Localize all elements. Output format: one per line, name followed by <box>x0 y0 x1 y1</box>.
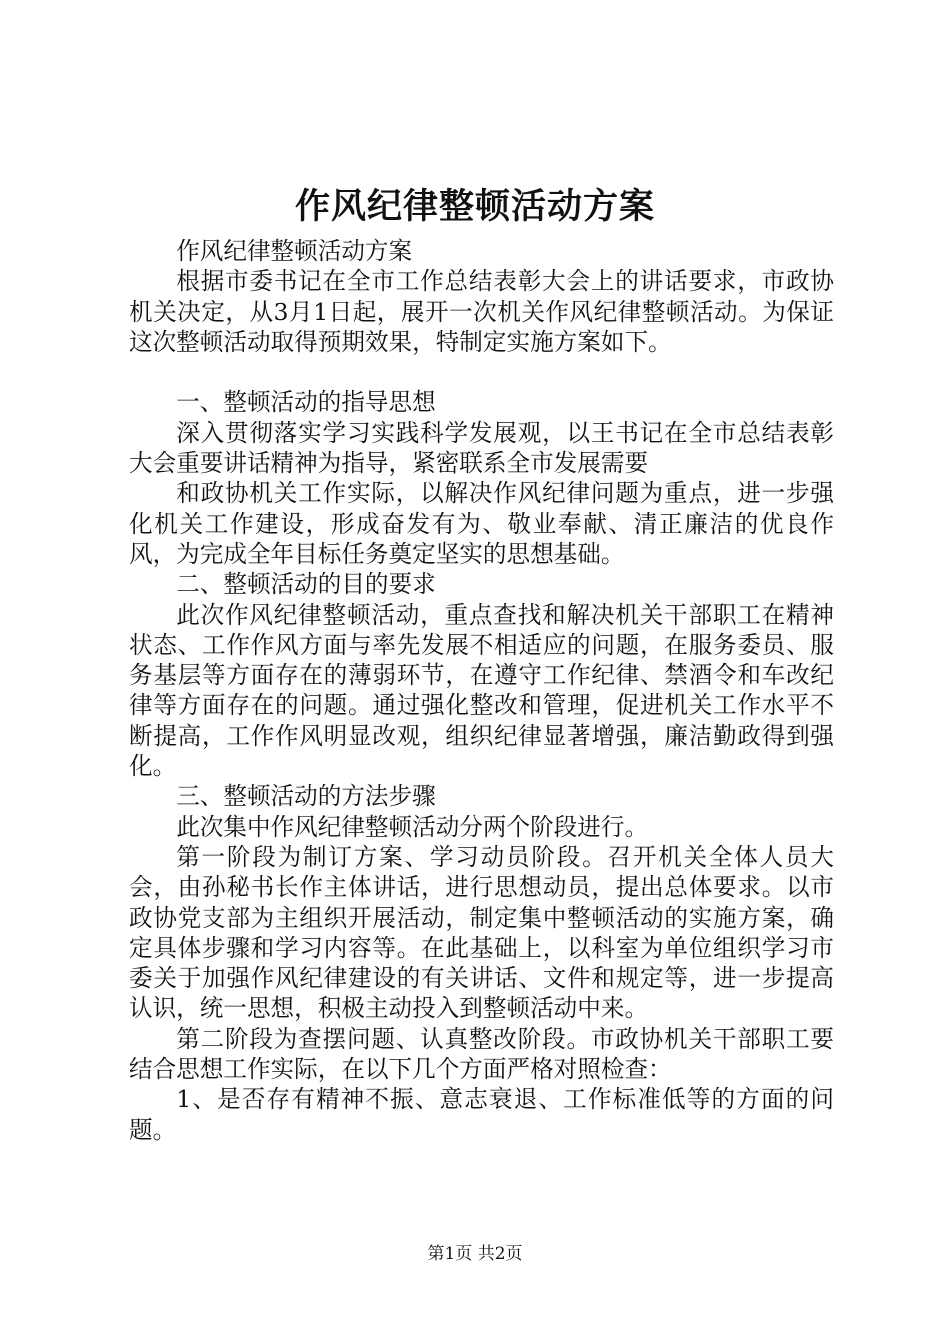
paragraph: 此次集中作风纪律整顿活动分两个阶段进行。 <box>176 812 649 841</box>
document-title: 作风纪律整顿活动方案 <box>294 186 655 227</box>
paragraph: 根据市委书记在全市工作总结表彰大会上的讲话要求，市政协机关决定，从3月1日起，展开一次机关作风纪律整顿活动。为保证这次整顿活动取得预期效果，特制定实施方案如下。 <box>129 267 834 356</box>
paragraph: 作风纪律整顿活动方案 <box>176 237 413 265</box>
paragraph: 第二阶段为查摆问题、认真整改阶段。市政协机关干部职工要结合思想工作实际，在以下几个方面严格对照检查： <box>129 1024 834 1084</box>
document-body <box>129 236 834 1145</box>
section-heading: 二、整顿活动的目的要求 <box>176 570 436 599</box>
paragraph: 此次作风纪律整顿活动，重点查找和解决机关干部职工在精神状态、工作作风方面与率先发展不相适应的问题，在服务委员、服务基层等方面存在的薄弱环节，在遵守工作纪律、禁酒令和车改纪律等方面存在的问题。通过强化整改和管理，促进机关工作水平不断提高，工作作风明显改观，组织纪律显著增强，廉洁勤政得到强化。 <box>129 600 834 781</box>
page-number: 第1页 共2页 <box>427 1244 523 1264</box>
paragraph: 和政协机关工作实际，以解决作风纪律问题为重点，进一步强化机关工作建设，形成奋发有为、敬业奉献、清正廉洁的优良作风，为完成全年目标任务奠定坚实的思想基础。 <box>129 479 834 568</box>
section-heading: 一、整顿活动的指导思想 <box>176 388 436 417</box>
section-heading: 三、整顿活动的方法步骤 <box>176 782 436 811</box>
blank-line <box>129 357 834 387</box>
paragraph: 第一阶段为制订方案、学习动员阶段。召开机关全体人员大会，由孙秘书长作主体讲话，进行思想动员，提出总体要求。以市政协党支部为主组织开展活动，制定集中整顿活动的实施方案，确定具体步骤和学习内容等。在此基础上，以科室为单位组织学习市委关于加强作风纪律建设的有关讲话、文件和规定等，进一步提高认识，统一思想，积极主动投入到整顿活动中来。 <box>129 842 834 1023</box>
list-item: 1、是否存有精神不振、意志衰退、工作标准低等的方面的问题。 <box>129 1085 834 1144</box>
paragraph: 深入贯彻落实学习实践科学发展观，以王书记在全市总结表彰大会重要讲话精神为指导，紧密联系全市发展需要 <box>129 418 834 478</box>
